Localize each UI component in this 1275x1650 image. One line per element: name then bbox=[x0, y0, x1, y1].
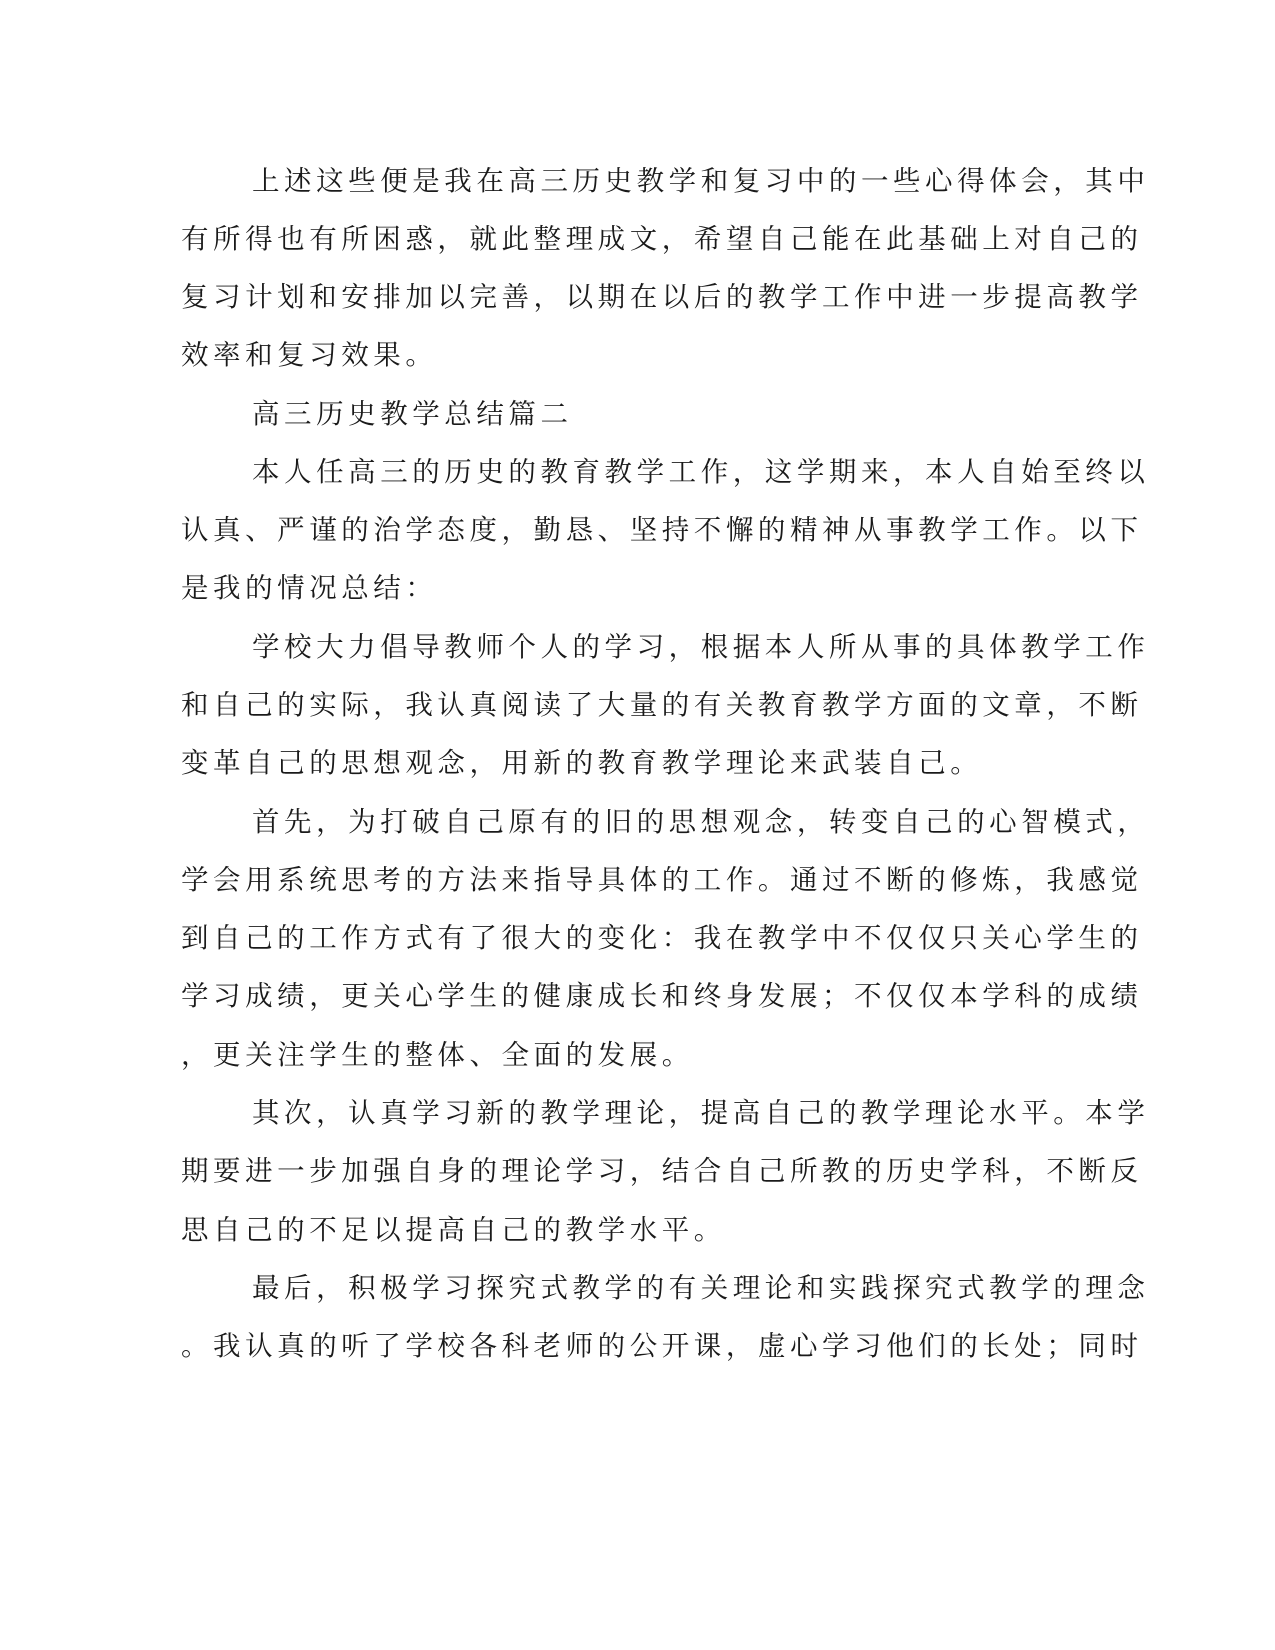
paragraph-5-line-1: 其次，认真学习新的教学理论，提高自己的教学理论水平。本学 bbox=[252, 1097, 1150, 1129]
paragraph-4-line-1: 首先，为打破自己原有的旧的思想观念，转变自己的心智模式， bbox=[252, 806, 1150, 838]
paragraph-4-line-5: ，更关注学生的整体、全面的发展。 bbox=[181, 1039, 694, 1071]
paragraph-4-line-2: 学会用系统思考的方法来指导具体的工作。通过不断的修炼，我感觉 bbox=[181, 864, 1143, 896]
paragraph-2-line-2: 认真、严谨的治学态度，勤恳、坚持不懈的精神从事教学工作。以下 bbox=[181, 514, 1143, 546]
paragraph-3-line-3: 变革自己的思想观念，用新的教育教学理论来武装自己。 bbox=[181, 747, 983, 779]
paragraph-1-line-3: 复习计划和安排加以完善，以期在以后的教学工作中进一步提高教学 bbox=[181, 281, 1143, 313]
paragraph-5-line-3: 思自己的不足以提高自己的教学水平。 bbox=[181, 1214, 726, 1246]
paragraph-3-line-1: 学校大力倡导教师个人的学习，根据本人所从事的具体教学工作 bbox=[252, 631, 1150, 663]
paragraph-1-line-4: 效率和复习效果。 bbox=[181, 339, 438, 371]
paragraph-2-line-1: 本人任高三的历史的教育教学工作，这学期来，本人自始至终以 bbox=[252, 456, 1150, 488]
paragraph-4-line-4: 学习成绩，更关心学生的健康成长和终身发展；不仅仅本学科的成绩 bbox=[181, 980, 1143, 1012]
paragraph-3-line-2: 和自己的实际，我认真阅读了大量的有关教育教学方面的文章，不断 bbox=[181, 689, 1143, 721]
section-heading: 高三历史教学总结篇二 bbox=[252, 398, 573, 430]
paragraph-2-line-3: 是我的情况总结： bbox=[181, 572, 438, 604]
paragraph-6-line-2: 。我认真的听了学校各科老师的公开课，虚心学习他们的长处；同时 bbox=[181, 1330, 1143, 1362]
paragraph-1-line-2: 有所得也有所困惑，就此整理成文，希望自己能在此基础上对自己的 bbox=[181, 223, 1143, 255]
paragraph-1-line-1: 上述这些便是我在高三历史教学和复习中的一些心得体会，其中 bbox=[252, 165, 1150, 197]
paragraph-5-line-2: 期要进一步加强自身的理论学习，结合自己所教的历史学科，不断反 bbox=[181, 1155, 1143, 1187]
paragraph-6-line-1: 最后，积极学习探究式教学的有关理论和实践探究式教学的理念 bbox=[252, 1272, 1150, 1304]
paragraph-4-line-3: 到自己的工作方式有了很大的变化：我在教学中不仅仅只关心学生的 bbox=[181, 922, 1143, 954]
